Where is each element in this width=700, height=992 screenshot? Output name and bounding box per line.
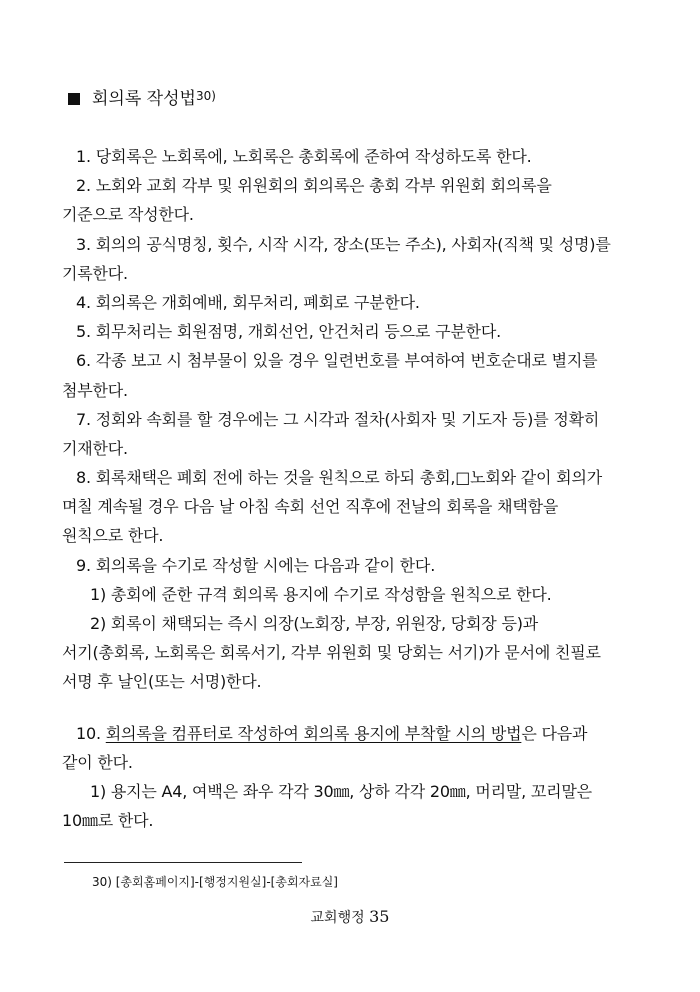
text-line: 첨부한다.	[62, 380, 128, 400]
page-footer	[0, 906, 700, 929]
text-line: 2. 노회와 교회 각부 및 위원회의 회의록은 총회 각부 위원회 회의록을	[76, 176, 552, 196]
square-bullet-icon	[68, 93, 80, 105]
footnote-divider	[64, 862, 302, 863]
heading-title: 회의록 작성법	[92, 89, 196, 109]
text-line: 기재한다.	[62, 438, 128, 458]
text-line: 1) 총회에 준한 규격 회의록 용지에 수기로 작성함을 원칙으로 한다.	[90, 584, 552, 604]
text-line: 8. 회록채택은 폐회 전에 하는 것을 원칙으로 하되 총회,□노회와 같이 회의가	[76, 468, 602, 488]
text-line: 10㎜로 한다.	[62, 811, 154, 831]
text-line: 1) 용지는 A4, 여백은 좌우 각각 30㎜, 상하 각각 20㎜, 머리말, 꼬리말은	[90, 781, 592, 801]
item-10-number: 10.	[76, 723, 101, 743]
text-line: 원칙으로 한다.	[62, 526, 164, 546]
footnote-ref: 30)	[195, 89, 216, 103]
text-line: 기준으로 작성한다.	[62, 205, 194, 225]
text-line: 같이 한다.	[62, 752, 133, 772]
text-line: 3. 회의의 공식명칭, 횟수, 시작 시각, 장소(또는 주소), 사회자(직책 및 성명)를	[76, 234, 611, 254]
text-line: 서명 후 날인(또는 서명)한다.	[62, 672, 262, 692]
text-line: 6. 각종 보고 시 첨부물이 있을 경우 일련번호를 부여하여 번호순대로 별지를	[76, 351, 598, 371]
footer-section: 교회행정	[310, 910, 365, 926]
text-line: 7. 정회와 속회를 할 경우에는 그 시각과 절차(사회자 및 기도자 등)를 정확히	[76, 409, 600, 429]
page-number: 35	[369, 907, 390, 926]
footnote: 30) [총회홈페이지]-[행정지원실]-[총회자료실]	[92, 875, 338, 889]
body-text	[62, 142, 634, 835]
text-line: 5. 회무처리는 회원점명, 개회선언, 안건처리 등으로 구분한다.	[76, 322, 501, 342]
item-10-rest: 은 다음과	[521, 723, 588, 743]
text-line: 기록한다.	[62, 263, 128, 283]
text-line: 1. 당회록은 노회록에, 노회록은 총회록에 준하여 작성하도록 한다.	[76, 147, 532, 166]
text-line: 2) 회록이 채택되는 즉시 의장(노회장, 부장, 위원장, 당회장 등)과	[90, 614, 538, 633]
text-line: 며칠 계속될 경우 다음 날 아침 속회 선언 직후에 전날의 회록을 채택함을	[62, 497, 559, 517]
text-line: 9. 회의록을 수기로 작성할 시에는 다음과 같이 한다.	[76, 555, 436, 575]
item-10-underlined: 회의록을 컴퓨터로 작성하여 회의록 용지에 부착할 시의 방법	[105, 723, 522, 743]
text-line: 서기(총회록, 노회록은 회록서기, 각부 위원회 및 당회는 서기)가 문서에 친필로	[62, 643, 601, 663]
item-10-line	[62, 719, 634, 748]
text-line: 4. 회의록은 개회예배, 회무처리, 폐회로 구분한다.	[76, 292, 420, 312]
section-heading	[68, 84, 216, 111]
